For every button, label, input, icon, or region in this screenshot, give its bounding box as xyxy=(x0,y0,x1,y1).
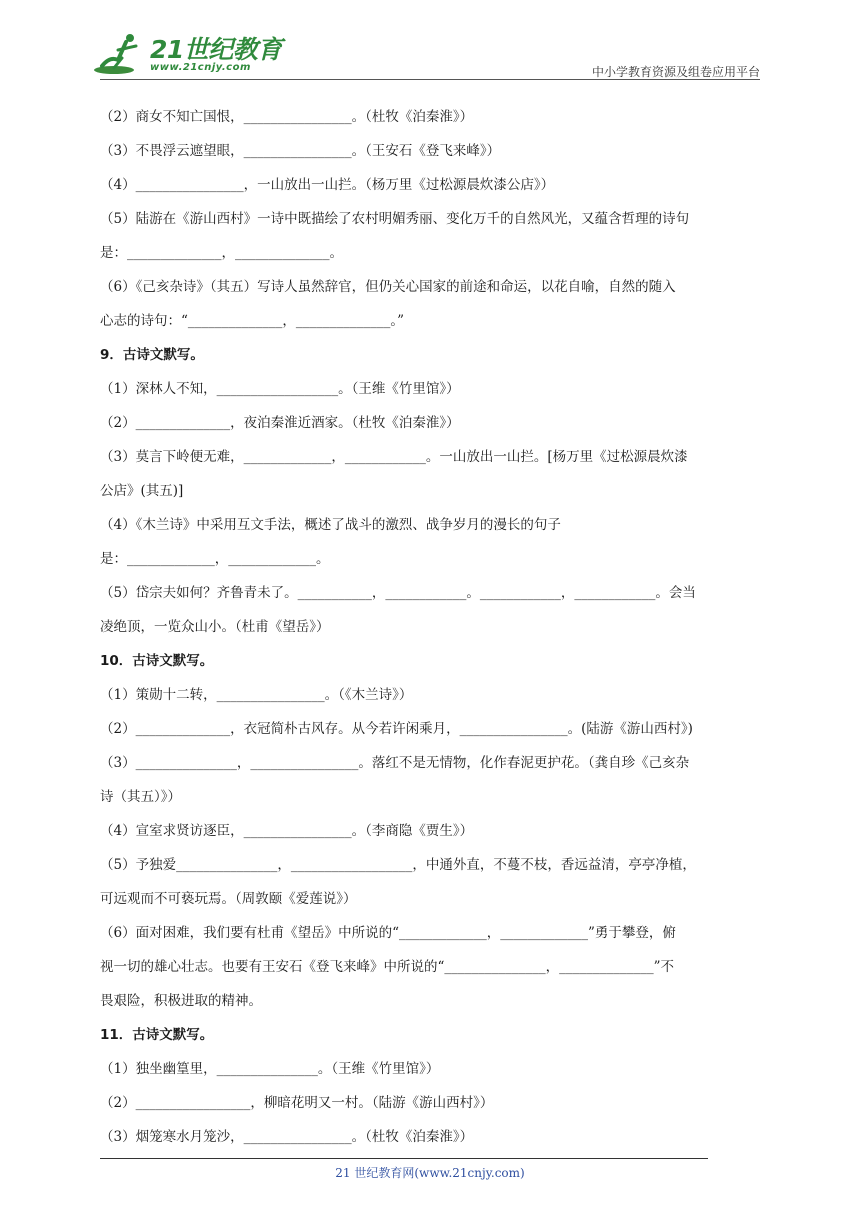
document-line: 是：_____________，_____________。 xyxy=(100,551,330,567)
document-line: （1）策勋十二转，________________。（《木兰诗》） xyxy=(100,687,413,703)
document-line: 凌绝顶，一览众山小。（杜甫《望岳》） xyxy=(100,619,330,635)
document-line: （4）________________，一山放出一山拦。（杨万里《过松源晨炊漆公店》） xyxy=(100,177,555,193)
platform-title: 中小学教育资源及组卷应用平台 xyxy=(591,65,760,79)
document-line: （1）深林人不知，__________________。（王维《竹里馆》） xyxy=(100,381,460,397)
document-line: （6）《己亥杂诗》（其五）写诗人虽然辞官，但仍关心国家的前途和命运，以花自喻，自然的随入 xyxy=(100,279,676,295)
document-line: （2）_________________，柳暗花明又一村。（陆游《游山西村》） xyxy=(100,1095,494,1111)
document-line: （3）烟笼寒水月笼沙，________________。（杜牧《泊秦淮》） xyxy=(100,1129,474,1145)
document-line: 诗（其五）》） xyxy=(100,789,181,805)
logo-text: 21世纪教育 xyxy=(150,35,282,64)
page-header xyxy=(0,0,860,82)
question-heading: 9．古诗文默写。 xyxy=(100,347,204,363)
document-line: 畏艰险，积极进取的精神。 xyxy=(100,993,262,1009)
question-heading: 11．古诗文默写。 xyxy=(100,1027,214,1043)
document-line: 心志的诗句：“______________，______________。” xyxy=(100,313,405,329)
document-line: （4）宣室求贤访逐臣，________________。（李商隐《贾生》） xyxy=(100,823,474,839)
document-line: （6）面对困难，我们要有杜甫《望岳》中所说的“_____________，_____________”勇于攀登，俯 xyxy=(100,925,676,941)
document-line: （3）不畏浮云遮望眼，________________。（王安石《登飞来峰》） xyxy=(100,143,501,159)
document-line: （3）莫言下岭便无难，_____________，____________。一山放出一山拦。[杨万里《过松源晨炊漆 xyxy=(100,449,688,465)
document-line: （5）予独爱_______________，__________________，中通外直，不蔓不枝，香远益清，亭亭净植， xyxy=(100,857,696,873)
document-line: （2）商女不知亡国恨，________________。（杜牧《泊秦淮》） xyxy=(100,109,474,125)
document-line: （3）_______________，________________。落红不是无情物，化作春泥更护花。（龚自珍《己亥杂 xyxy=(100,755,690,771)
document-line: （5）陆游在《游山西村》一诗中既描绘了农村明媚秀丽、变化万千的自然风光，又蕴含哲理的诗句 xyxy=(100,211,690,227)
document-line: （1）独坐幽篁里，_______________。（王维《竹里馆》） xyxy=(100,1061,440,1077)
question-heading: 10．古诗文默写。 xyxy=(100,653,214,669)
document-line: （2）______________，衣冠简朴古风存。从今若许闲乘月，________________。(陆游《游山西村》) xyxy=(100,721,693,737)
document-line: （5）岱宗夫如何？齐鲁青未了。___________，____________。____________，____________。会当 xyxy=(100,585,696,601)
document-line: 是：______________，______________。 xyxy=(100,245,343,261)
document-line: 公店》(其五)] xyxy=(100,483,184,499)
document-line: （4）《木兰诗》中采用互文手法，概述了战斗的激烈、战争岁月的漫长的句子 xyxy=(100,517,561,533)
document-line: （2）______________，夜泊秦淮近酒家。（杜牧《泊秦淮》） xyxy=(100,415,460,431)
header-divider xyxy=(100,79,760,80)
document-body xyxy=(100,100,760,1154)
document-line: 可远观而不可亵玩焉。（周敦颐《爱莲说》） xyxy=(100,891,357,907)
footer-text: 21 世纪教育网(www.21cnjy.com) xyxy=(335,1166,525,1180)
document-line: 视一切的雄心壮志。也要有王安石《登飞来峰》中所说的“_______________，______________”不 xyxy=(100,959,675,975)
logo-url: www.21cnjy.com xyxy=(150,62,251,73)
footer-divider xyxy=(100,1158,708,1159)
